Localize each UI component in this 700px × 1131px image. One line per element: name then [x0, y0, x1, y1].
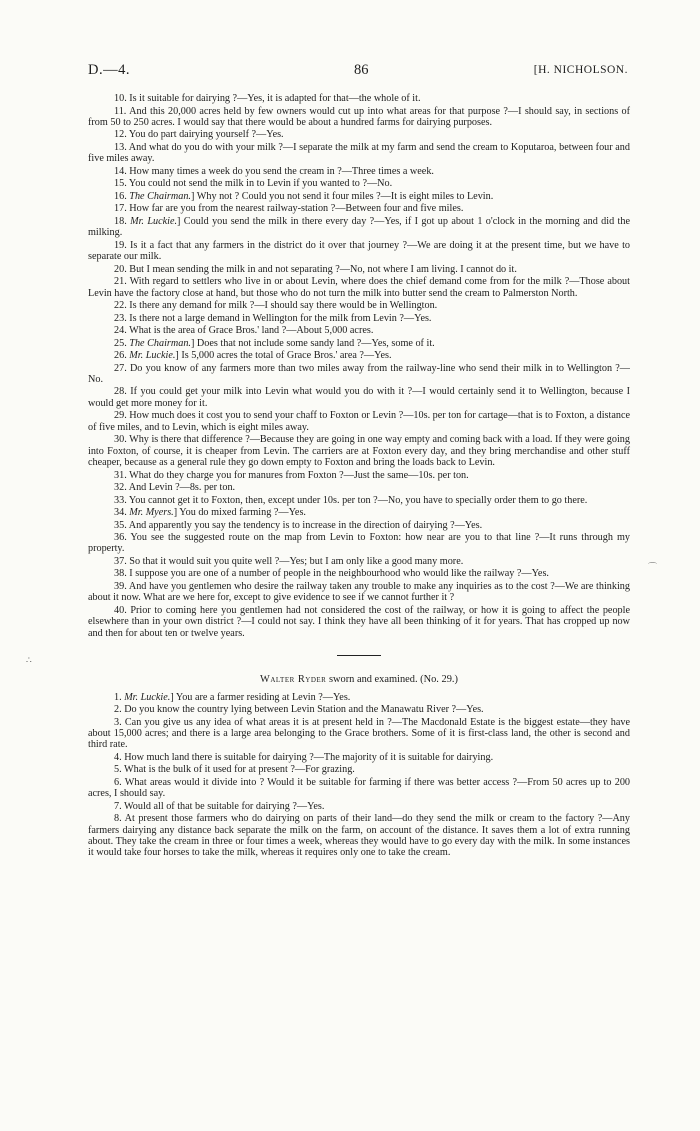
paragraph-text: 23. Is there not a large demand in Wellington for the milk from Levin ?—Yes. — [114, 312, 432, 324]
document-reference: D.—4. — [88, 62, 130, 78]
speaker-name: Mr. Luckie. — [130, 215, 178, 227]
paragraph-text: 6. What areas would it divide into ? Would it be suitable for farming if there was better access ?—From 50 acres up to 200 acres, I should say. — [88, 776, 630, 800]
question-answer-paragraph — [88, 495, 630, 506]
paragraph-text: 17. How far are you from the nearest railway-station ?—Between four and five miles. — [114, 203, 464, 215]
page-body — [88, 93, 630, 860]
paragraph-text: 1. — [114, 691, 125, 703]
witness-heading-rest: sworn and examined. (No. 29.) — [326, 674, 458, 686]
paragraph-text: 19. Is it a fact that any farmers in the district do it over that journey ?—We are doing it at the present time, but we have to separate our milk. — [88, 239, 630, 263]
question-answer-paragraph — [88, 520, 630, 531]
speaker-name: Mr. Luckie. — [129, 350, 176, 362]
question-answer-paragraph — [88, 191, 630, 202]
question-answer-paragraph — [88, 581, 630, 604]
question-answer-paragraph — [88, 203, 630, 214]
paragraph-text: 25. — [114, 337, 130, 349]
paragraph-text: 13. And what do you do with your milk ?—I separate the milk at my farm and send the cream to Koputaroa, between four and five miles away. — [88, 141, 630, 165]
paragraph-text: 10. Is it suitable for dairying ?—Yes, it is adapted for that—the whole of it. — [114, 93, 421, 104]
paragraph-text: 12. You do part dairying yourself ?—Yes. — [114, 129, 284, 141]
paragraph-text: 32. And Levin ?—8s. per ton. — [114, 482, 236, 494]
speaker-name: The Chairman. — [129, 190, 191, 202]
question-answer-paragraph — [88, 752, 630, 763]
page-header — [88, 62, 628, 82]
question-answer-paragraph — [88, 777, 630, 800]
paragraph-text: 20. But I mean sending the milk in and not separating ?—No, not where I am living. I cannot do it. — [114, 263, 517, 275]
paragraph-text: 11. And this 20,000 acres held by few owners would cut up into what areas for that purpose ?—I should say, in sections of from 50 to 250 acres. I would say that there would be about a hundred farms for dairying purposes. — [88, 105, 630, 128]
evidence-section-nicholson — [88, 93, 630, 639]
question-answer-paragraph — [88, 507, 630, 518]
question-answer-paragraph — [88, 264, 630, 275]
paragraph-text: 40. Prior to coming here you gentlemen had not considered the cost of the railway, or how it is going to affect the people elsewhere than in your own district ?—I could not say. I think they have all been thinking of it for years. That has cropped up now and then for about ten or twelve years. — [88, 604, 630, 639]
question-answer-paragraph — [88, 801, 630, 812]
paragraph-text: 22. Is there any demand for milk ?—I should say there would be in Wellington. — [114, 300, 438, 312]
question-answer-paragraph — [88, 692, 630, 703]
paragraph-text: ] Could you send the milk in there every day ?—Yes, if I got up about 1 o'clock in the morning and did the milking. — [88, 215, 631, 239]
paragraph-text: 18. — [114, 215, 131, 227]
paragraph-text: 28. If you could get your milk into Levin what would you do with it ?—I would certainly send it to Wellington, because I would get more money for it. — [88, 386, 630, 409]
question-answer-paragraph — [88, 313, 630, 324]
paragraph-text: 2. Do you know the country lying between Levin Station and the Manawatu River ?—Yes. — [114, 704, 484, 715]
speaker-name: Mr. Myers. — [129, 507, 174, 519]
question-answer-paragraph — [88, 717, 630, 751]
witness-header: [H. NICHOLSON. — [533, 64, 628, 76]
margin-mark: ⌒ — [648, 562, 658, 572]
paragraph-text: 35. And apparently you say the tendency is to increase in the direction of dairying ?—Yes. — [114, 519, 483, 531]
question-answer-paragraph — [88, 106, 630, 129]
paragraph-text: 27. Do you know of any farmers more than two miles away from the railway-line who send their milk in to Wellington ?—No. — [88, 362, 630, 385]
question-answer-paragraph — [88, 482, 630, 493]
witness-heading — [88, 674, 630, 685]
question-answer-paragraph — [88, 704, 630, 715]
paragraph-text: ] Is 5,000 acres the total of Grace Bros.' area ?—Yes. — [175, 350, 392, 362]
evidence-section-ryder — [88, 692, 630, 859]
question-answer-paragraph — [88, 276, 630, 299]
paragraph-text: 36. You see the suggested route on the map from Levin to Foxton: how near are you to that line ?—It runs through my property. — [88, 532, 630, 555]
question-answer-paragraph — [88, 325, 630, 336]
paragraph-text: 33. You cannot get it to Foxton, then, except under 10s. per ton ?—No, you have to specially order them to go there. — [114, 494, 588, 506]
paragraph-text: 7. Would all of that be suitable for dairying ?—Yes. — [114, 800, 325, 812]
question-answer-paragraph — [88, 350, 630, 361]
paragraph-text: ] Does that not include some sandy land ?—Yes, some of it. — [190, 337, 435, 349]
paragraph-text: 16. — [114, 190, 130, 202]
speaker-name: The Chairman. — [129, 337, 191, 349]
paragraph-text: 8. At present those farmers who do dairying on parts of their land—do they send the milk or cream to the factory ?—Any farmers dairying any distance back separate the milk on the farm, on account of the distance. It saves them a lot of extra running about. They take the cream in three or four times a week, whereas they would have to go every day with the milk. In some instances it would take four horses to take the milk, whereas it requires only one to take the cream. — [88, 813, 630, 859]
question-answer-paragraph — [88, 470, 630, 481]
section-divider — [337, 655, 381, 656]
paragraph-text: 21. With regard to settlers who live in or about Levin, where does the chief demand come from for the milk ?—Those about Levin have the factory close at hand, but those who do not turn the milk into butter send the cream to Palmerston North. — [88, 276, 630, 299]
paragraph-text: 14. How many times a week do you send the cream in ?—Three times a week. — [114, 165, 434, 177]
question-answer-paragraph — [88, 410, 630, 433]
paragraph-text: 31. What do they charge you for manures from Foxton ?—Just the same—10s. per ton. — [114, 469, 469, 481]
question-answer-paragraph — [88, 386, 630, 409]
question-answer-paragraph — [88, 338, 630, 349]
question-answer-paragraph — [88, 568, 630, 579]
margin-speck: ∴ — [26, 655, 32, 665]
question-answer-paragraph — [88, 363, 630, 386]
paragraph-text: 34. — [114, 507, 130, 519]
paragraph-text: ] You are a farmer residing at Levin ?—Yes. — [170, 691, 351, 703]
paragraph-text: ] Why not ? Could you not send it four miles ?—It is eight miles to Levin. — [190, 190, 494, 202]
question-answer-paragraph — [88, 166, 630, 177]
question-answer-paragraph — [88, 216, 630, 239]
paragraph-text: 15. You could not send the milk in to Levin if you wanted to ?—No. — [114, 178, 393, 190]
question-answer-paragraph — [88, 300, 630, 311]
paragraph-text: 5. What is the bulk of it used for at present ?—For grazing. — [114, 764, 355, 776]
paragraph-text: 39. And have you gentlemen who desire the railway taken any trouble to make any inquiries as to the cost ?—We are thinking about it now. What are we here for, except to give evidence to see if we cannot further it ? — [88, 580, 630, 604]
page-number: 86 — [354, 62, 369, 78]
paragraph-text: 26. — [114, 350, 130, 362]
paragraph-text: 30. Why is there that difference ?—Because they are going in one way empty and coming back with a load. If they were going into Foxton, of course, it is cheaper from Levin. The carriers are at Foxton every day, and they bring merchandise and other stuff cheaper, because as a general rule they go down empty to Foxton and bring the loads back to Levin. — [88, 434, 630, 469]
question-answer-paragraph — [88, 532, 630, 555]
paragraph-text: ] You do mixed farming ?—Yes. — [173, 507, 306, 519]
question-answer-paragraph — [88, 556, 630, 567]
question-answer-paragraph — [88, 142, 630, 165]
question-answer-paragraph — [88, 764, 630, 775]
paragraph-text: 24. What is the area of Grace Bros.' land ?—About 5,000 acres. — [114, 325, 374, 337]
question-answer-paragraph — [88, 178, 630, 189]
question-answer-paragraph — [88, 434, 630, 468]
paragraph-text: 38. I suppose you are one of a number of people in the neighbourhood who would like the railway ?—Yes. — [114, 568, 549, 580]
question-answer-paragraph — [88, 605, 630, 639]
speaker-name: Mr. Luckie. — [124, 691, 171, 703]
witness-name: Walter Ryder — [260, 674, 327, 686]
question-answer-paragraph — [88, 93, 630, 104]
paragraph-text: 3. Can you give us any idea of what areas it is at present held in ?—The Macdonald Estate is the biggest estate—they have about 15,000 acres; and there is a large area belonging to the Grace brothers. Some of it is first-class land, the other is second and third rate. — [88, 716, 630, 751]
paragraph-text: 29. How much does it cost you to send your chaff to Foxton or Levin ?—10s. per ton for cartage—that is to Foxton, a distance of five miles, and to Levin, which is eight miles away. — [88, 410, 630, 433]
paragraph-text: 4. How much land there is suitable for dairying ?—The majority of it is suitable for dairying. — [114, 751, 494, 763]
paragraph-text: 37. So that it would suit you quite well ?—Yes; but I am only like a good many more. — [114, 555, 464, 567]
question-answer-paragraph — [88, 129, 630, 140]
question-answer-paragraph — [88, 813, 630, 859]
question-answer-paragraph — [88, 240, 630, 263]
